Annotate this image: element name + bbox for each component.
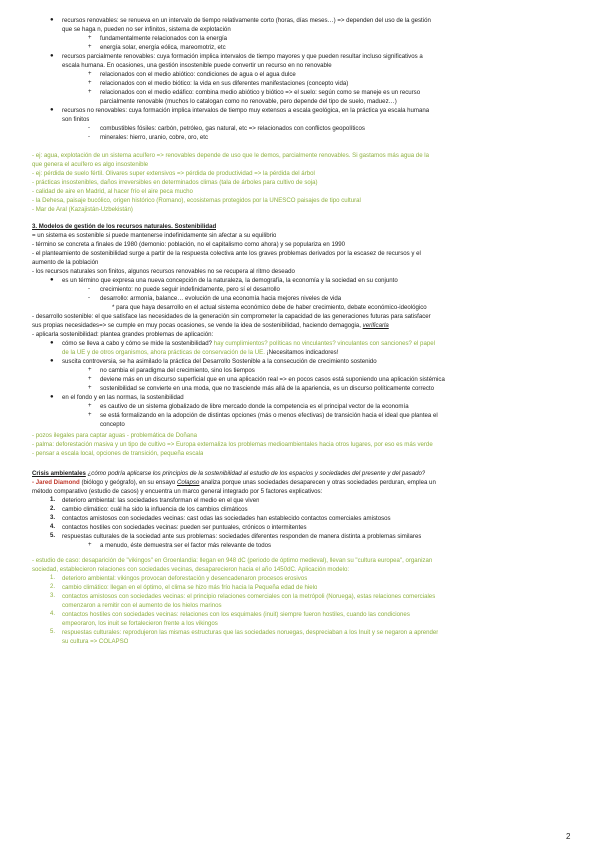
- note-line: contactos amistosos con sociedades vecinas: el principio relaciones comerciales con la metrópoli (Noruega), estas relaciones comerciales: [62, 593, 436, 600]
- text-line: método comparativo (estudio de casos) y encuentra un marco general integrado por 5 factores explicativos:: [32, 488, 323, 495]
- text-line: a menudo, éste demuestra ser el factor más relevante de todos: [100, 542, 272, 549]
- plus-bullet-icon: +: [88, 35, 92, 41]
- dash-bullet-icon: -: [88, 134, 90, 140]
- plus-bullet-icon: +: [88, 385, 92, 391]
- list-number: 1.: [50, 497, 56, 503]
- book-title: Colapso: [177, 479, 200, 486]
- bullet-icon: ●: [50, 107, 54, 113]
- verify-link-text: verificarla: [362, 322, 389, 329]
- text-span: ¡Necesitamos indicadores!: [266, 349, 339, 356]
- text-line: [32, 321, 389, 330]
- note-line: sociedad, establecieron relaciones con sociedades vecinas, desaparecieron hacia el año 1450dC. Aplicación modelo:: [32, 566, 350, 573]
- note-line: - prácticas insostenibles, daños irreversibles en determinados climas (tala de árboles para cultivo de soja): [32, 179, 318, 186]
- note-line: contactos hostiles con sociedades vecinas: relaciones con los esquimales (inuit) siempre fueron hostiles, cuando las condiciones: [62, 611, 410, 618]
- dash-bullet-icon: -: [88, 125, 90, 131]
- note-line: cambio climático: llegan en el óptimo, el clima se hizo más frío hacia la Pequeña edad de hielo: [62, 584, 318, 591]
- plus-bullet-icon: +: [88, 403, 92, 409]
- text-line: relacionados con el medio biótico: la vida en sus diferentes manifestaciones (concepto vida): [100, 80, 349, 87]
- bullet-icon: ●: [50, 358, 54, 364]
- bullet-icon: ●: [50, 340, 54, 346]
- bullet-icon: ●: [50, 17, 54, 23]
- text-line: sostenibilidad se convierte en una moda, que no trasciende más allá de la apariencia, es un discurso políticamente correcto: [100, 385, 434, 392]
- text-line: recursos renovables: se renueva en un intervalo de tiempo relativamente corto (horas, días meses…) => dependen del uso de la gestión: [62, 17, 431, 24]
- text-line: minerales: hierro, uranio, cobre, oro, etc: [100, 134, 209, 141]
- dash-bullet-icon: -: [88, 286, 90, 292]
- text-line: - desarrollo sostenible: el que satisface las necesidades de la generación sin comprometer la capacidad de las generaciones futuras para satisfacer: [32, 313, 431, 320]
- text-line: concepto: [100, 421, 125, 428]
- list-number: 1.: [50, 575, 56, 581]
- text-line: [62, 348, 338, 357]
- text-line: cambio climático: cuál ha sido la influencia de los cambios climáticos: [62, 506, 248, 513]
- note-line: - palma: deforestación masiva y un tipo de cultivo => Europa externaliza los problemas medioambientales hacia otros lugares, por eso es más verde: [32, 441, 433, 448]
- note-line: que genera el acuífero es algo insostenible: [32, 161, 149, 168]
- plus-bullet-icon: +: [88, 376, 92, 382]
- text-span: (biólogo y geógrafo), en su ensayo: [81, 479, 176, 486]
- text-line: fundamentalmente relacionados con la energía: [100, 35, 228, 42]
- text-line: contactos hostiles con sociedades vecinas: pueden ser puntuales, crónicos o intermitentes: [62, 524, 307, 531]
- section-heading: Crisis ambientales: [32, 470, 86, 477]
- page-number: 2: [566, 832, 571, 841]
- plus-bullet-icon: +: [88, 71, 92, 77]
- text-line: escala humana. En ocasiones, una gestión insostenible puede convertir un recurso en no renovable: [62, 62, 332, 69]
- note-line: respuestas culturales: reprodujeron las mismas estructuras que las sociedades noruegas, despreciaban a los Inuit y se negaron a aprender: [62, 629, 439, 636]
- text-line: crecimiento: no puede seguir indefinidamente, pero sí el desarrollo: [100, 286, 280, 293]
- text-line: deviene más en un discurso superficial que en una aplicación real => en pocos casos está suponiendo una aplicación sistémica: [100, 376, 445, 383]
- note-line: su cultura => COLAPSO: [62, 638, 129, 645]
- text-line: es cautivo de un sistema globalizado de libre mercado donde la competencia es el principal vector de la economía: [100, 403, 409, 410]
- text-line: se está formalizando en la adopción de distintas opciones (más o menos efectivas) de transición hacia el ideal que plantea el: [100, 412, 438, 419]
- plus-bullet-icon: +: [88, 412, 92, 418]
- note-span: hay cumplimientos? políticas no vinculantes? vinculantes con sanciones? el papel: [213, 340, 435, 347]
- text-span: sus propias necesidades=> se cumple en muy pocas ocasiones, se vende la idea de sostenibilidad, haciendo demagogia,: [32, 322, 361, 329]
- text-line: en el fondo y en las normas, la sostenibilidad: [62, 394, 184, 401]
- section-heading: 3. Modelos de gestión de los recursos naturales. Sostenibilidad: [32, 223, 217, 230]
- text-line: [62, 339, 435, 348]
- text-line: - término se concreta a finales de 1980 (demonio: población, no el capitalismo como ahora) y se populariza en 1990: [32, 241, 345, 248]
- bullet-icon: ●: [50, 277, 54, 283]
- text-line: no cambia el paradigma del crecimiento, sino los tiempos: [100, 367, 255, 374]
- text-line: = un sistema es sostenible si puede mantenerse indefinidamente sin afectar a su equilibrio: [32, 232, 277, 239]
- text-line: respuestas culturales de la sociedad ante sus problemas: sociedades diferentes responden de manera distinta a problemas similares: [62, 533, 422, 540]
- note-line: - ej: pérdida de suelo fértil. Olivares super extensivos => pérdida de productividad => la pérdida del árbol: [32, 170, 315, 177]
- note-line: - pensar a escala local, opciones de transición, pequeña escala: [32, 450, 204, 457]
- text-span: analiza porque unas sociedades desaparecen y otras sociedades perduran, emplea un: [201, 479, 436, 486]
- plus-bullet-icon: +: [88, 80, 92, 86]
- question-text: ¿cómo podría aplicarse los principios de la sostenibilidad al estudio de los espacios y sociedades del presente y del pasado?: [87, 470, 426, 477]
- text-line: relacionados con el medio abiótico: condiciones de agua o el agua dulce: [100, 71, 296, 78]
- list-number: 3.: [50, 593, 56, 599]
- text-line: - el planteamiento de sostenibilidad surge a partir de la respuesta colectiva ante los graves problemas derivados por la escasez de recursos y el: [32, 250, 421, 257]
- note-line: - ej: agua, explotación de un sistema acuífero => renovables depende de uso que le demos, parcialmente renovables. Si gastamos más agua de la: [32, 152, 430, 159]
- list-number: 5.: [50, 533, 56, 539]
- text-line: recursos parcialmente renovables: cuya formación implica intervalos de tiempo mayores y que pueden resultar incluso significativos a: [62, 53, 423, 60]
- text-line: [32, 478, 436, 487]
- list-number: 2.: [50, 506, 56, 512]
- bullet-icon: ●: [50, 53, 54, 59]
- plus-bullet-icon: +: [88, 89, 92, 95]
- plus-bullet-icon: +: [88, 542, 92, 548]
- text-line: desarrollo: armonía, balance… evolución de una economía hacia mejores niveles de vida: [100, 295, 342, 302]
- text-line: - aplicarla sostenibilidad: plantea grandes problemas de aplicación:: [32, 331, 214, 338]
- text-line: - los recursos naturales son finitos, algunos recursos renovables no se recupera al ritmo deseado: [32, 268, 295, 275]
- author-name: - Jared Diamond: [32, 479, 80, 486]
- note-line: - estudio de caso: desaparición de "vikingos" en Groenlandia: llegan en 948 dC (periodo de óptimo medieval), llevan su "cultura europea", organizan: [32, 557, 433, 564]
- list-number: 2.: [50, 584, 56, 590]
- note-line: - la Dehesa, paisaje bucólico, origen histórico (Romano), ecosistemas protegidos por la UNESCO paisajes de tipo cultural: [32, 197, 361, 204]
- note-line: - pozos ilegales para captar aguas - problemática de Doñana: [32, 432, 197, 439]
- bullet-icon: ●: [50, 394, 54, 400]
- list-number: 3.: [50, 515, 56, 521]
- note-line: deterioro ambiental: vikingos provocan deforestación y desencadenaron procesos erosivos: [62, 575, 308, 582]
- note-span: de la UE y de otros organismos, ahora prácticas de conservación de la UE.: [62, 349, 265, 356]
- text-line: es un término que expresa una nueva concepción de la naturaleza, la demografía, la economía y la sociedad en su conjunto: [62, 277, 398, 284]
- text-line: relacionados con el medio edáfico: combina medio abiótico y biótico => el suelo: según como se maneje es un recurso: [100, 89, 421, 96]
- text-line: * para que haya desarrollo en el actual sistema económico debe de haber crecimiento, debate económico-ideológico: [112, 304, 427, 311]
- text-line: combustibles fósiles: carbón, petróleo, gas natural, etc => relacionados con conflictos geopolíticos: [100, 125, 365, 132]
- plus-bullet-icon: +: [88, 44, 92, 50]
- dash-bullet-icon: -: [88, 295, 90, 301]
- text-line: [32, 469, 425, 478]
- text-line: son finitos: [62, 116, 90, 123]
- text-line: aumento de la población: [32, 259, 99, 266]
- list-number: 4.: [50, 524, 56, 530]
- text-line: deterioro ambiental: las sociedades transforman el medio en el que viven: [62, 497, 260, 504]
- text-line: energía solar, energía eólica, mareomotriz, etc: [100, 44, 226, 51]
- text-line: contactos amistosos con sociedades vecinas: cast odas las sociedades han establecido contactos comerciales amistosos: [62, 515, 391, 522]
- text-span: cómo se lleva a cabo y cómo se mide la sostenibilidad?: [62, 340, 213, 347]
- plus-bullet-icon: +: [88, 367, 92, 373]
- note-line: empeoraron, los inuit se fortalecieron frente a los vikingos: [62, 620, 218, 627]
- text-line: que se haga n, pueden no ser infinitos, sistema de explotación: [62, 26, 231, 33]
- list-number: 4.: [50, 611, 56, 617]
- text-line: suscita controversia, se ha asimilado la práctica del Desarrollo Sostenible a la consecución de crecimiento sostenido: [62, 358, 377, 365]
- text-line: parcialmente renovable (muchos lo catalogan como no renovable, pero depende del tipo de suelo, maduez…): [100, 98, 397, 105]
- list-number: 5.: [50, 629, 56, 635]
- note-line: comenzaron a remitir con el aumento de los hielos marinos: [62, 602, 222, 609]
- note-line: - Mar de Aral (Kazajistán-Uzbekistán): [32, 206, 133, 213]
- note-line: - calidad de aire en Madrid, al hacer frío el aire peca mucho: [32, 188, 193, 195]
- text-line: recursos no renovables: cuya formación implica intervalos de tiempo muy extensos a escala geológica, en la práctica ya escala humana: [62, 107, 430, 114]
